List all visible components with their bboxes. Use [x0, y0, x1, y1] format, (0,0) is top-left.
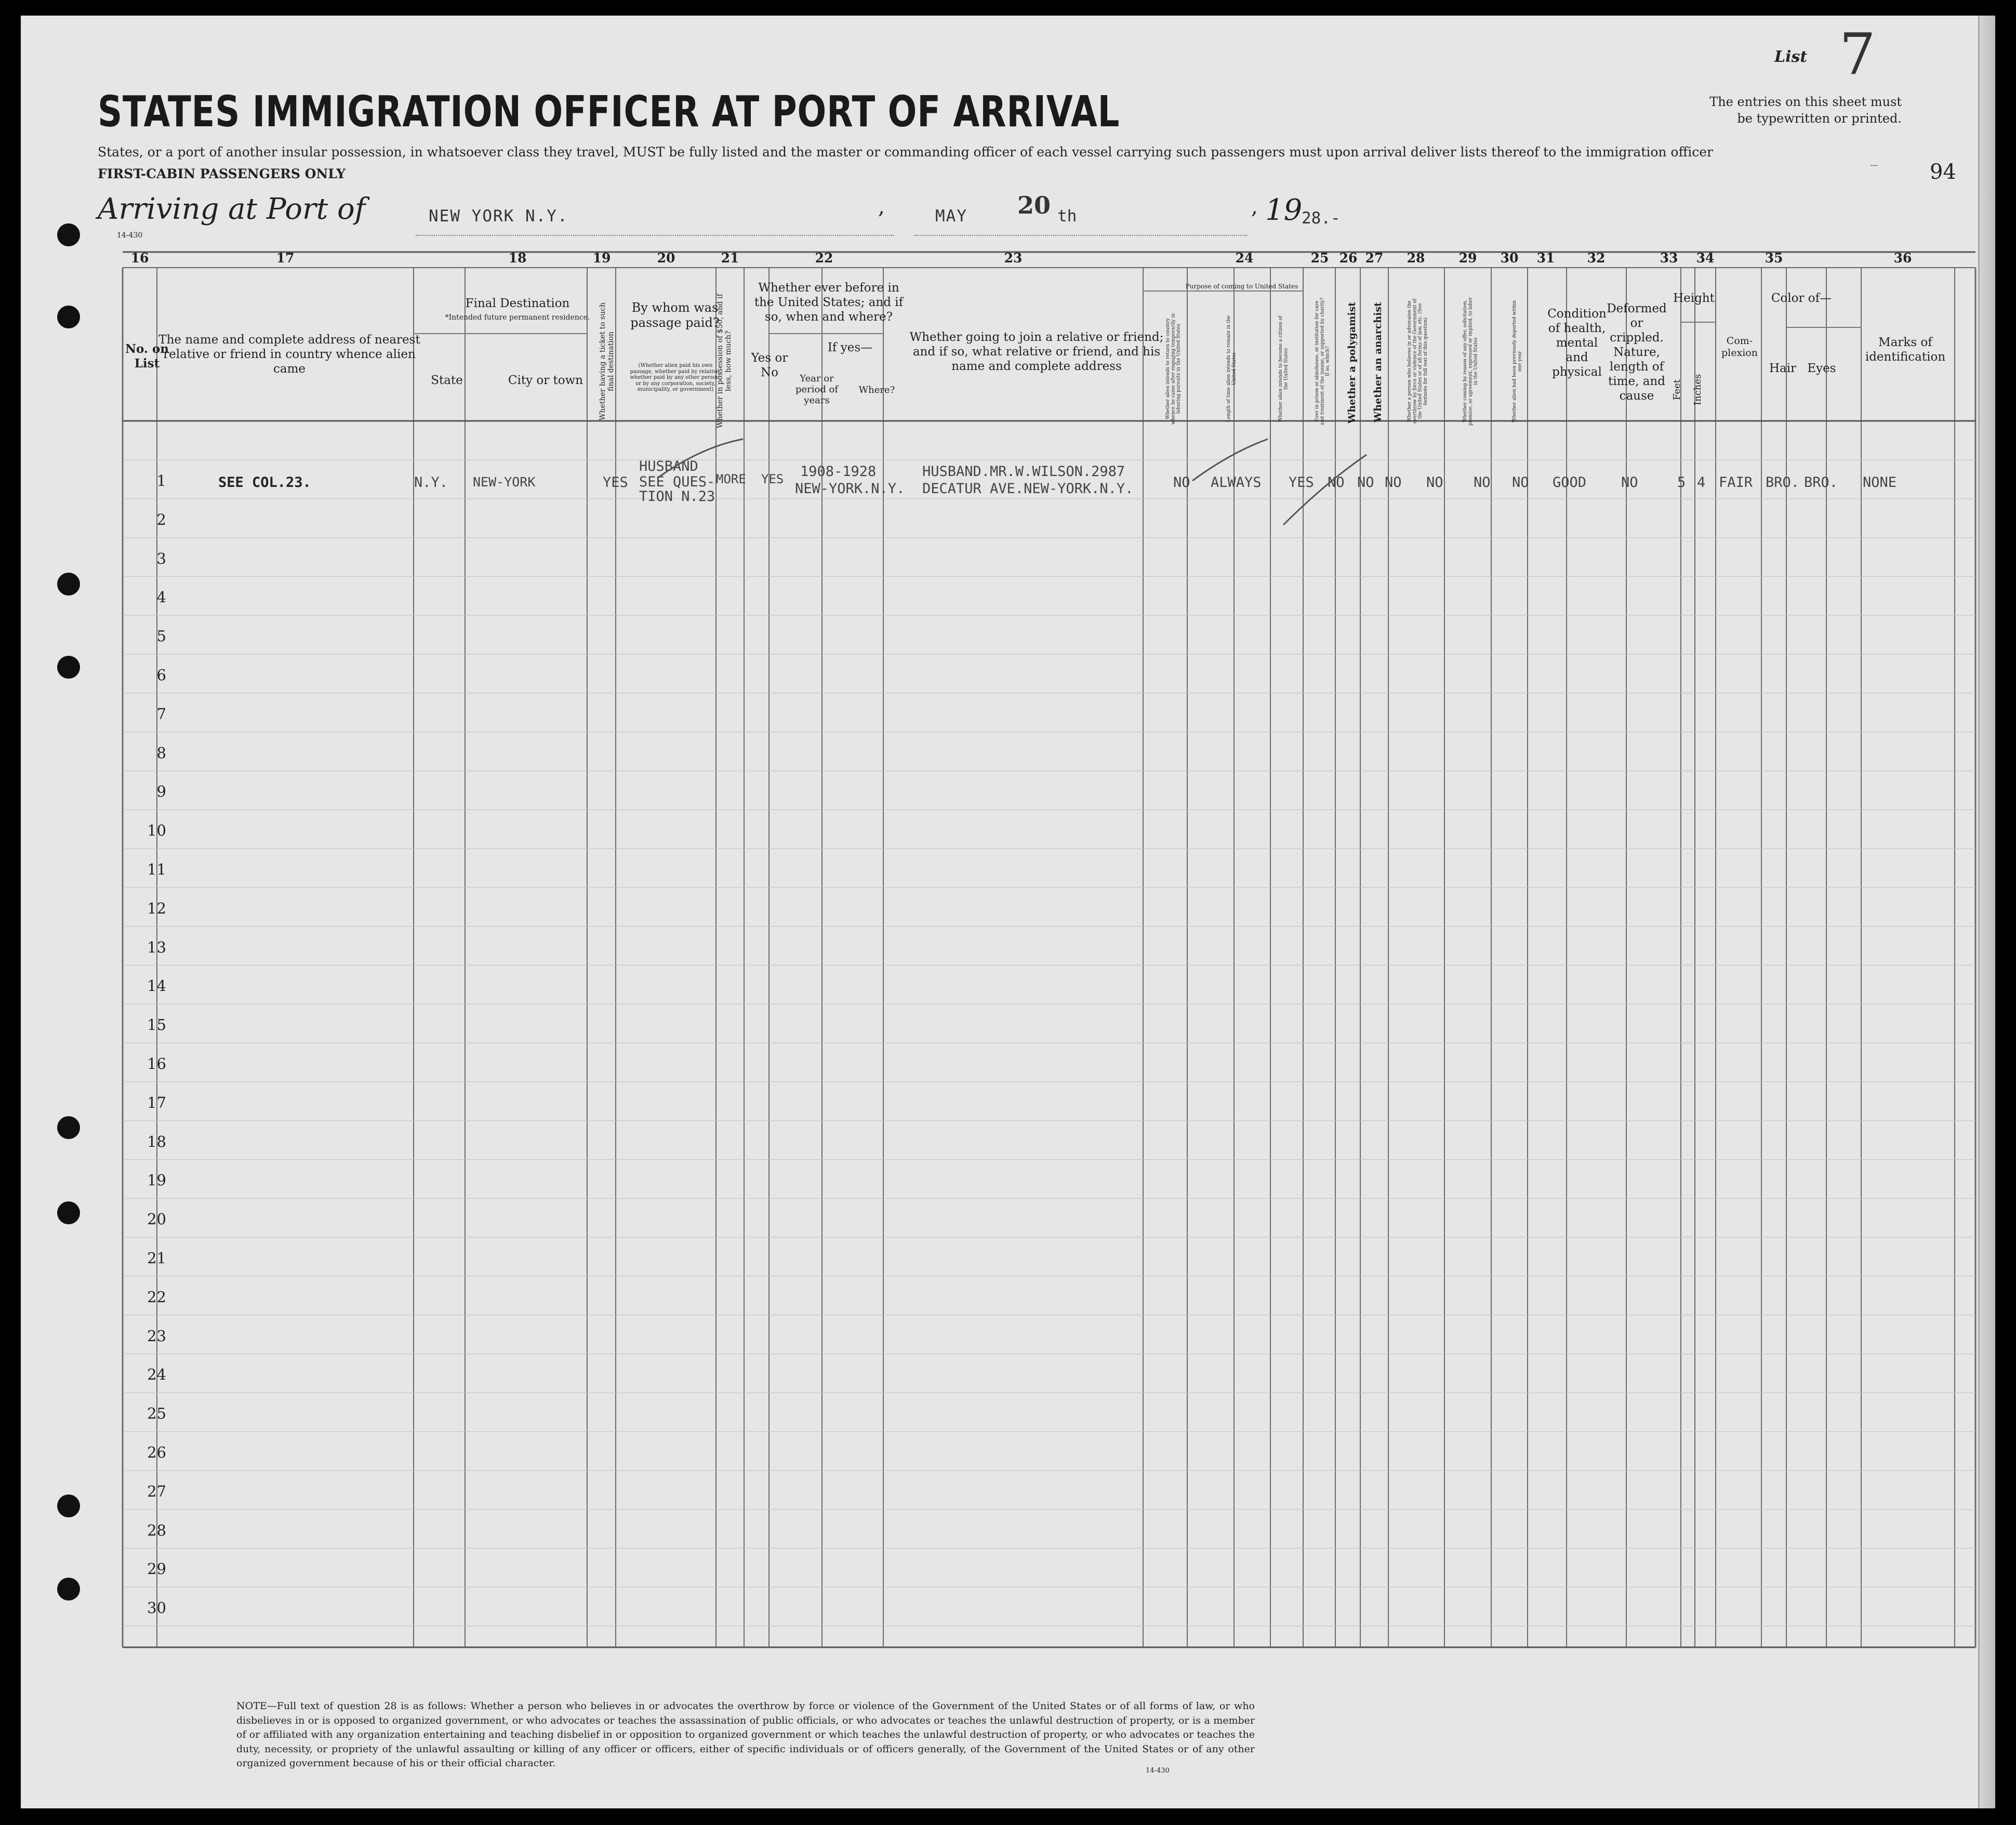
page-number: 94 [1930, 160, 1956, 184]
column-number: 17 [276, 250, 295, 266]
row-number: 18 [147, 1132, 166, 1150]
header-condition: Condition of health, mental and physical [1547, 307, 1607, 379]
row-number: 2 [156, 510, 166, 528]
column-number: 20 [657, 250, 675, 266]
header-yes-or-no: Yes or No [751, 351, 788, 380]
entry-27: NO [1385, 474, 1402, 491]
comma: , [1251, 195, 1258, 219]
list-label: List [1774, 48, 1808, 66]
header-deformed: Deformed or crippled. Nature, length of time, and cause [1607, 302, 1667, 403]
header-25: Ever in prison or almshouse, or institution for care and treatment of the insane, or supported by charity? If so, which? [1315, 297, 1331, 425]
row-number: 7 [156, 705, 166, 723]
column-number: 30 [1500, 250, 1519, 266]
header-joining-relative: Whether going to join a relative or friend; and if so, what relative or friend, and his name and complete address [909, 330, 1164, 374]
column-number: 31 [1536, 250, 1555, 266]
header-if-yes: If yes— [827, 341, 873, 354]
header-final-destination-note: *Intended future permanent residence. [445, 313, 590, 322]
row-number: 24 [147, 1366, 166, 1384]
header-state: State [431, 374, 463, 387]
column-number: 34 [1696, 250, 1715, 266]
arrival-day: 20 [1017, 191, 1051, 219]
entry-paid-by-2: SEE QUES- [639, 474, 715, 490]
header-height: Height [1673, 292, 1715, 305]
header-24a: Whether alien intends to return to country whence he came after engaging temporarily in laboring pursuits in the United States [1165, 313, 1182, 425]
row-number: 10 [147, 822, 166, 840]
header-ticket: Whether having a ticket to such final destination [599, 302, 616, 420]
form-title: STATES IMMIGRATION OFFICER AT PORT OF ARRIVAL [98, 87, 1120, 137]
entry-24c: YES [1289, 474, 1314, 491]
row-number: 23 [147, 1327, 166, 1345]
row-number: 4 [156, 588, 166, 606]
row-number: 6 [156, 666, 166, 684]
column-number: 22 [815, 250, 833, 266]
column-number: 28 [1407, 250, 1425, 266]
entry-hair: BRO. [1766, 474, 1800, 491]
entry-25: NO [1328, 474, 1345, 491]
entry-col17: SEE COL.23. [218, 474, 311, 491]
row-number: 12 [147, 899, 166, 917]
header-city: City or town [508, 374, 583, 387]
row-number: 21 [147, 1249, 166, 1267]
entry-feet: 5 [1677, 474, 1686, 491]
passenger-class: FIRST-CABIN PASSENGERS ONLY [98, 166, 346, 181]
entry-26: NO [1357, 474, 1374, 491]
header-no-on-list: No. on List [125, 342, 169, 371]
row-number: 1 [156, 472, 166, 490]
footnote: NOTE—Full text of question 28 is as follows: Whether a person who believes in or advocates the overthrow by force or violence of the Government of the United States or of all forms of law, or who disbelieves in or is opposed to organized government, or who advocates or teaches the assassination of public officials, or who advocates or teaches the unlawful destruction of property, or is a member of or affiliated with any organization entertaining and teaching disbelief in or opposition to organized government or which teaches the unlawful destruction of property, or who advocates or teaches the duty, necessity, or propriety of the unlawful assaulting or killing of any officer or officers, either of specific individuals or of officers generally, of the Government of the United States or of any other organized government because of his or their official character. [236, 1700, 1255, 1769]
instruction-line: States, or a port of another insular possession, in whatsoever class they travel, MUST be fully listed and the master or commanding officer of each vessel carrying such passengers must upon arrival deliver lists thereof to the immigration officer [98, 144, 1713, 160]
table-grid [21, 16, 1995, 1808]
header-inches: Inches [1692, 374, 1703, 406]
row-number: 22 [147, 1288, 166, 1306]
entry-period-where: NEW-YORK.N.Y. [795, 481, 905, 497]
year-prefix: 19 [1265, 193, 1303, 227]
entry-28: NO [1426, 474, 1443, 491]
row-number: 26 [147, 1444, 166, 1461]
column-number: 25 [1310, 250, 1329, 266]
row-number: 30 [147, 1599, 166, 1617]
row-number: 9 [156, 783, 166, 801]
day-suffix: th [1057, 207, 1077, 226]
form-code: 14-430 [117, 231, 143, 240]
column-number: 23 [1004, 250, 1023, 266]
check-mark [1278, 452, 1372, 530]
row-number: 16 [147, 1055, 166, 1073]
entry-paid-by-3: TION N.23 [639, 488, 715, 505]
column-number: 24 [1235, 250, 1254, 266]
header-marks: Marks of identification [1865, 336, 1946, 364]
entry-inches: 4 [1697, 474, 1706, 491]
header-anarchist: Whether an anarchist [1372, 302, 1384, 423]
row-number: 8 [156, 744, 166, 762]
header-year: Year or period of years [795, 373, 839, 406]
header-complexion: Com-plexion [1721, 335, 1758, 359]
typewritten-notice: The entries on this sheet must be typewritten or printed. [1709, 95, 1902, 126]
column-number: 19 [592, 250, 611, 266]
header-final-destination: Final Destination [465, 297, 570, 310]
arrival-month: MAY [935, 207, 967, 226]
row-number: 13 [147, 938, 166, 956]
header-passage-paid: By whom was passage paid? [630, 300, 720, 330]
row-number: 3 [156, 549, 166, 567]
arriving-label: Arriving at Port of [98, 192, 366, 226]
entry-period: 1908-1928 [800, 464, 877, 480]
header-30: Whether alien had been previously deported within one year [1512, 300, 1523, 422]
row-number: 27 [147, 1482, 166, 1500]
row-number: 14 [147, 977, 166, 995]
entry-complexion: FAIR [1719, 474, 1753, 491]
column-number: 33 [1660, 250, 1678, 266]
header-purpose: Purpose of coming to United States [1185, 283, 1298, 290]
header-where: Where? [858, 385, 895, 395]
corner-mark: --- [1871, 161, 1878, 169]
row-number: 19 [147, 1171, 166, 1189]
entry-eyes: BRO. [1804, 474, 1838, 491]
row-number: 11 [147, 861, 166, 878]
entry-state: N.Y. [414, 474, 448, 491]
row-number: 5 [156, 627, 166, 645]
row-number: 15 [147, 1016, 166, 1034]
row-number: 25 [147, 1405, 166, 1423]
entry-ticket: YES [603, 474, 628, 491]
comma: , [878, 195, 885, 219]
manifest-sheet [21, 16, 1995, 1808]
entry-money: MORE [716, 472, 746, 486]
column-number: 32 [1587, 250, 1606, 266]
year-suffix: 28.- [1302, 209, 1341, 228]
column-number: 18 [508, 250, 527, 266]
list-number: 7 [1839, 21, 1876, 87]
header-feet: Feet [1672, 379, 1682, 401]
header-money: Whether in possession of $50, and if less, how much? [716, 294, 733, 429]
entry-relative-address: DECATUR AVE.NEW-YORK.N.Y. [922, 481, 1134, 497]
header-color-of: Color of— [1771, 292, 1832, 305]
arrival-port: NEW YORK N.Y. [429, 207, 568, 226]
column-number: 36 [1893, 250, 1912, 266]
entry-30: NO [1512, 474, 1529, 491]
entry-marks: NONE [1863, 474, 1897, 491]
entry-24a: NO [1173, 474, 1190, 491]
header-28: Whether a person who believes in or advocates the overthrow by force or violence of the Government of the United States or of all forms of law, etc. (See footnote for full text of this question) [1407, 298, 1429, 424]
entry-health: GOOD [1553, 474, 1587, 491]
entry-29: NO [1474, 474, 1491, 491]
entry-paid-by: HUSBAND [639, 458, 698, 474]
column-number: 35 [1765, 250, 1783, 266]
column-number: 26 [1339, 250, 1358, 266]
header-hair: Hair [1769, 362, 1797, 375]
header-nearest-relative: The name and complete address of nearest relative or friend in country whence alien came [158, 333, 420, 376]
column-number: 21 [721, 250, 739, 266]
header-29: Whether coming by reason of any offer, solicitation, promise, or agreement, expressed or implied, to labor in the United States [1463, 297, 1479, 426]
header-polygamist: Whether a polygamist [1346, 301, 1358, 424]
header-eyes: Eyes [1807, 362, 1836, 375]
entry-before-us: YES [761, 472, 784, 486]
column-number: 16 [130, 250, 149, 266]
check-mark [655, 437, 748, 483]
header-passage-note: (Whether alien paid his own passage, whether paid by relative, whether paid by any other person, or by any corporation, society, municipality, or government) [630, 363, 721, 392]
row-number: 29 [147, 1560, 166, 1578]
check-mark [1190, 437, 1273, 483]
entry-24b: ALWAYS [1211, 474, 1262, 491]
row-number: 20 [147, 1210, 166, 1228]
header-24b: Length of time alien intends to remain in the United States [1226, 315, 1237, 422]
header-previously-in-us: Whether ever before in the United States; and if so, when and where? [754, 281, 904, 324]
form-code-bottom: 14-430 [1146, 1767, 1170, 1775]
entry-city: NEW-YORK [473, 474, 536, 490]
row-number: 17 [147, 1093, 166, 1112]
entry-deformed: NO [1621, 474, 1638, 491]
row-number: 28 [147, 1521, 166, 1539]
header-24c: Whether alien intends to become a citizen of the United States [1278, 315, 1289, 422]
entry-relative: HUSBAND.MR.W.WILSON.2987 [922, 464, 1125, 480]
column-number: 27 [1365, 250, 1384, 266]
column-number: 29 [1458, 250, 1477, 266]
